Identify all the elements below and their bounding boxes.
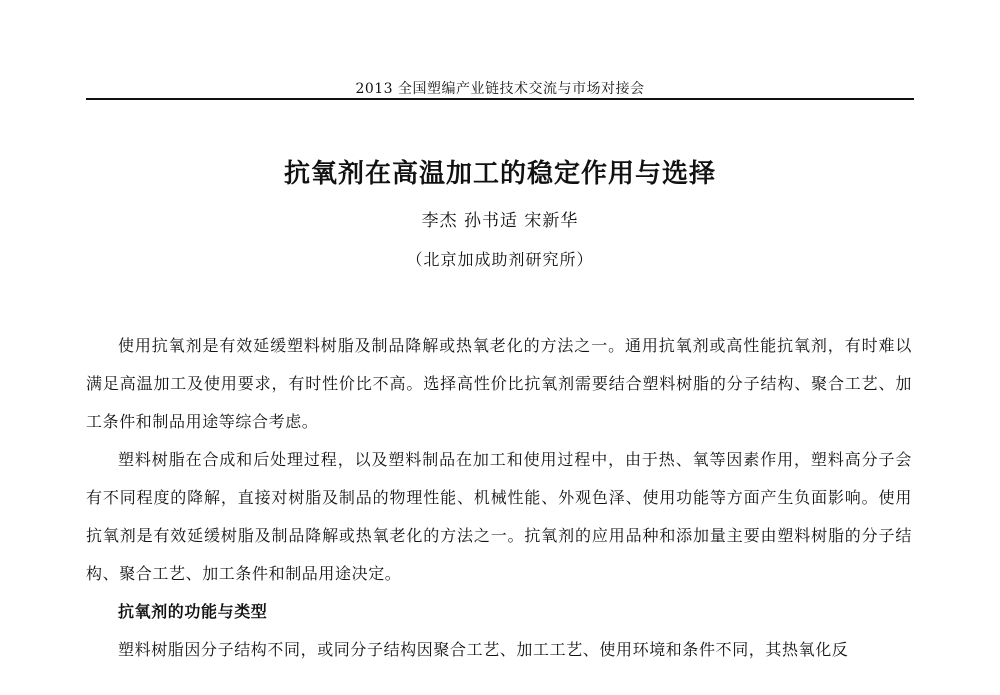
body-paragraph-3: 塑料树脂因分子结构不同，或同分子结构因聚合工艺、加工工艺、使用环境和条件不同，其热氧化反	[118, 640, 849, 659]
running-header: 2013 全国塑编产业链技术交流与市场对接会	[355, 81, 645, 97]
article-body	[86, 327, 912, 669]
article-affiliation: （北京加成助剂研究所）	[406, 250, 594, 269]
body-paragraph-1: 使用抗氧剂是有效延缓塑料树脂及制品降解或热氧老化的方法之一。通用抗氧剂或高性能抗氧剂，有时难以满足高温加工及使用要求，有时性价比不高。选择高性价比抗氧剂需要结合塑料树脂的分子结构、聚合工艺、加工条件和制品用途等综合考虑。	[86, 336, 912, 431]
body-paragraph-2: 塑料树脂在合成和后处理过程，以及塑料制品在加工和使用过程中，由于热、氧等因素作用，塑料高分子会有不同程度的降解，直接对树脂及制品的物理性能、机械性能、外观色泽、使用功能等方面产生负面影响。使用抗氧剂是有效延缓树脂及制品降解或热氧老化的方法之一。抗氧剂的应用品种和添加量主要由塑料树脂的分子结构、聚合工艺、加工条件和制品用途决定。	[86, 450, 912, 583]
section-heading: 抗氧剂的功能与类型	[118, 602, 268, 621]
article-authors: 李杰 孙书适 宋新华	[421, 211, 579, 231]
article-title: 抗氧剂在高温加工的稳定作用与选择	[283, 159, 716, 189]
header-rule	[86, 98, 914, 100]
